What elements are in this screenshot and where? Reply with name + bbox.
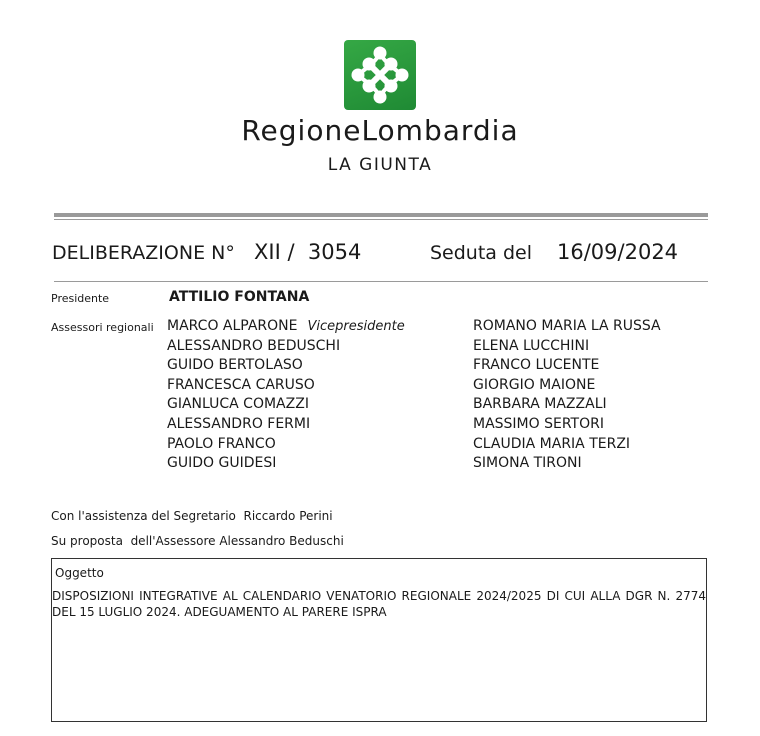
regione-lombardia-logo <box>344 40 416 110</box>
assessore-name: BARBARA MAZZALI <box>473 396 607 413</box>
presidente-label: Presidente <box>51 292 110 305</box>
vicepresidente-name: MARCO ALPARONE <box>167 318 298 334</box>
seduta-date: 16/09/2024 <box>557 240 679 264</box>
deliberation-number: XII / 3054 <box>254 240 362 264</box>
assessore-name: ELENA LUCCHINI <box>473 337 590 354</box>
rosa-camuna-icon <box>344 40 416 110</box>
assessore-name: FRANCO LUCENTE <box>473 357 600 374</box>
assessore-name: GUIDO BERTOLASO <box>167 357 303 374</box>
assessore-vicepresidente <box>167 317 405 337</box>
assessore-name: ALESSANDRO BEDUSCHI <box>167 337 341 354</box>
assessore-name: GIORGIO MAIONE <box>473 376 596 393</box>
deliberation-label: DELIBERAZIONE N° <box>52 242 235 264</box>
assistenza-segretario: Con l'assistenza del Segretario Riccardo Perini <box>51 509 333 523</box>
assessore-name: ALESSANDRO FERMI <box>167 415 311 432</box>
oggetto-label: Oggetto <box>55 566 104 580</box>
assessori-column-right <box>473 317 661 474</box>
assessori-column-left <box>167 317 405 474</box>
assessore-name: CLAUDIA MARIA TERZI <box>473 435 631 452</box>
presidente-name: ATTILIO FONTANA <box>169 289 310 305</box>
assessore-name: GIANLUCA COMAZZI <box>167 396 309 413</box>
assessore-name: MASSIMO SERTORI <box>473 415 604 432</box>
assessore-name: ROMANO MARIA LA RUSSA <box>473 318 661 334</box>
header-divider-thick <box>54 213 708 217</box>
assessore-name: FRANCESCA CARUSO <box>167 376 315 393</box>
assessore-name: PAOLO FRANCO <box>167 435 276 452</box>
deliberation-divider <box>54 281 708 282</box>
brand-name: RegioneLombardia <box>241 114 519 147</box>
vicepresidente-title: Vicepresidente <box>307 319 405 334</box>
assessore-name: SIMONA TIRONI <box>473 455 582 472</box>
assessore-name: GUIDO GUIDESI <box>167 455 277 472</box>
assessori-label: Assessori regionali <box>51 321 154 334</box>
subtitle-la-giunta: LA GIUNTA <box>327 155 433 175</box>
oggetto-box <box>51 558 707 722</box>
seduta-label: Seduta del <box>430 242 533 264</box>
proposta-assessore: Su proposta dell'Assessore Alessandro Beduschi <box>51 534 344 548</box>
oggetto-text: DISPOSIZIONI INTEGRATIVE AL CALENDARIO VENATORIO REGIONALE 2024/2025 DI CUI ALLA DGR N. 2774 DEL 15 LUGLIO 2024. ADEGUAMENTO AL PARERE ISPRA <box>52 589 706 619</box>
header-divider-thin <box>54 219 708 220</box>
